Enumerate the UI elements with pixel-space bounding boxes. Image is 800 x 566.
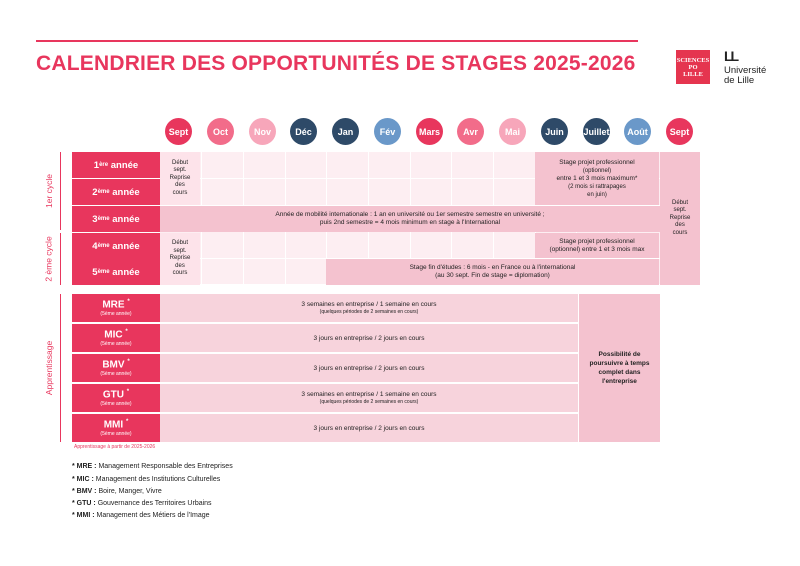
legend-bmv: * BMV : Boire, Manger, Vivre	[72, 488, 162, 495]
ul-text: Université de Lille	[724, 65, 767, 86]
debut-sept-second-cycle: Début sept. Reprise des cours	[160, 233, 200, 285]
legend-mic: * MIC : Management des Institutions Culturelles	[72, 476, 221, 483]
possibilite-temps-complet: Possibilité de poursuivre à temps complet dans l'entreprise	[579, 294, 660, 442]
debut-sept-first-cycle: Début sept. Reprise des cours	[160, 152, 200, 205]
app-label-mre: MRE * (5ème année)	[72, 294, 160, 322]
month-mai: Mai	[499, 118, 526, 145]
app-label-mmi: MMI * (5ème année)	[72, 414, 160, 442]
sciencespo-logo: SCIENCES PO LILLE	[676, 50, 710, 84]
legend-mre: * MRE : Management Responsable des Entreprises	[72, 463, 233, 470]
app-schedule-bmv: 3 jours en entreprise / 2 jours en cours	[160, 354, 578, 382]
year-5-label: 5 ème année	[72, 259, 160, 285]
month-sept-next: Sept	[666, 118, 693, 145]
month-oct: Oct	[207, 118, 234, 145]
universite-lille-logo	[720, 48, 780, 88]
stage-projet-years-1-2: Stage projet professionnel (optionnel) entre 1 et 3 mois maximum* (2 mois si rattrapages en juin)	[535, 152, 659, 205]
month-jan: Jan	[332, 118, 359, 145]
stage-fin-etudes: Stage fin d'études : 6 mois - en France ou à l'international (au 30 sept. Fin de stage = diplomation)	[326, 259, 659, 285]
year-1-label: 1 ère année	[72, 152, 160, 178]
app-label-gtu: GTU * (5ème année)	[72, 384, 160, 412]
year-4-label: 4 ème année	[72, 233, 160, 259]
month-sept: Sept	[165, 118, 192, 145]
app-schedule-mre: 3 semaines en entreprise / 1 semaine en cours (quelques périodes de 2 semaines en cours)	[160, 294, 578, 322]
year-2-label: 2 ème année	[72, 179, 160, 205]
stage-projet-year-4: Stage projet professionnel (optionnel) entre 1 et 3 mois max	[535, 233, 659, 258]
app-label-mic: MIC * (5ème année)	[72, 324, 160, 352]
month-juillet: Juillet	[583, 118, 610, 145]
month-fev: Fév	[374, 118, 401, 145]
app-schedule-mic: 3 jours en entreprise / 2 jours en cours	[160, 324, 578, 352]
legend-gtu: * GTU : Gouvernance des Territoires Urbains	[72, 500, 212, 507]
ul-mark-icon: LL	[724, 48, 738, 64]
legend-mmi: * MMI : Management des Métiers de l'Image	[72, 512, 210, 519]
month-avr: Avr	[457, 118, 484, 145]
page-title: CALENDRIER DES OPPORTUNITÉS DE STAGES 2025-2026	[36, 52, 636, 75]
month-nov: Nov	[249, 118, 276, 145]
app-schedule-gtu: 3 semaines en entreprise / 1 semaine en cours (quelques périodes de 2 semaines en cours)	[160, 384, 578, 412]
apprentissage-note: Apprentissage à partir de 2025-2026	[74, 444, 156, 450]
month-juin: Juin	[541, 118, 568, 145]
app-schedule-mmi: 3 jours en entreprise / 2 jours en cours	[160, 414, 578, 442]
mobilite-internationale: Année de mobilité internationale : 1 an en université ou 1er semestre semestre en université ; puis 2nd semestre = 4 mois minimum en stage à l'International	[160, 206, 660, 232]
month-mars: Mars	[416, 118, 443, 145]
month-aout: Août	[624, 118, 651, 145]
debut-sept-right: Début sept. Reprise des cours	[660, 152, 700, 285]
first-cycle-label: 1er cycle	[43, 173, 54, 209]
apprentissage-label: Apprentissage	[44, 340, 54, 396]
title-rule	[36, 40, 638, 42]
second-cycle-label: 2 ème cycle	[43, 236, 54, 282]
month-dec: Déc	[290, 118, 317, 145]
year-3-label: 3 ème année	[72, 206, 160, 232]
app-label-bmv: BMV * (5ème année)	[72, 354, 160, 382]
